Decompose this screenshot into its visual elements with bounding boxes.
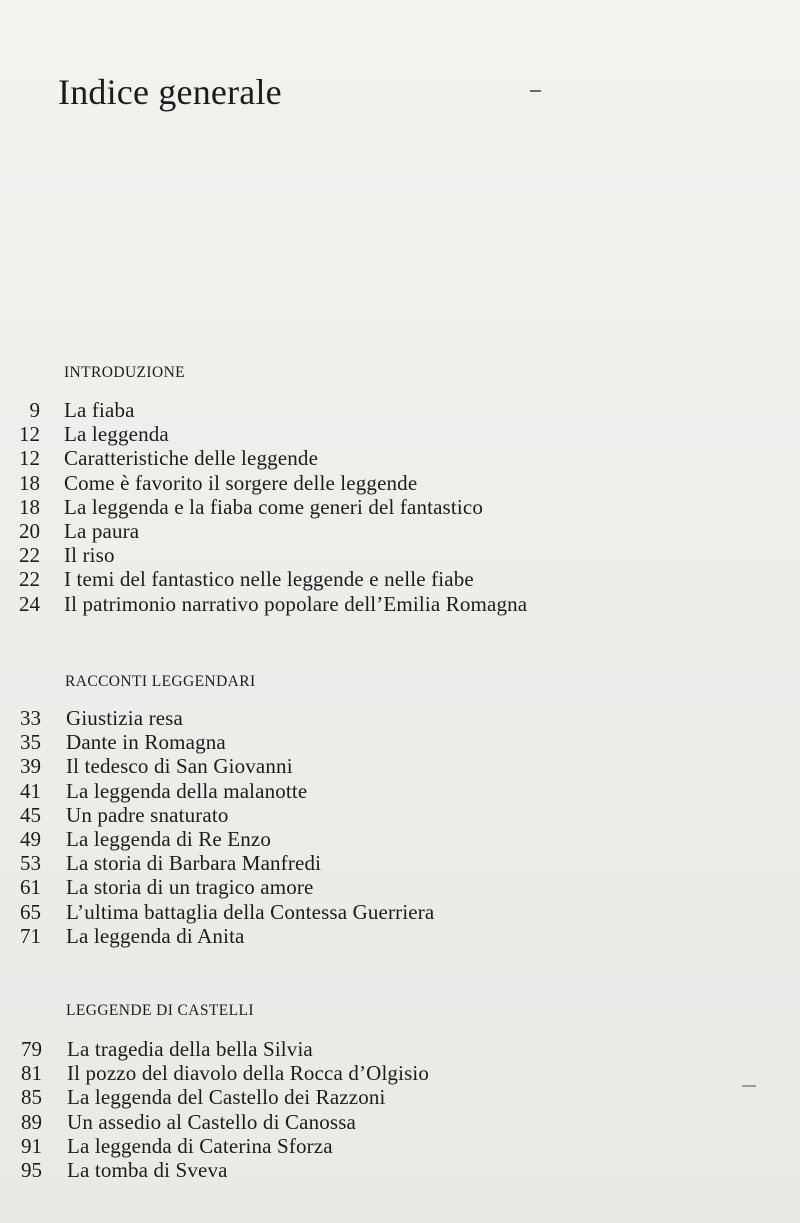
toc-entry-title: La leggenda di Re Enzo — [66, 826, 272, 851]
stray-mark — [742, 1085, 756, 1087]
toc-entry-title: I temi del fantastico nelle leggende e nelle fiabe — [64, 567, 474, 592]
toc-page-number: 35 — [20, 730, 41, 755]
toc-page-number: 33 — [20, 706, 41, 730]
toc-entry-title: Caratteristiche delle leggende — [64, 446, 319, 471]
section-heading: LEGGENDE DI CASTELLI — [66, 1002, 254, 1019]
toc-entry-title: L’ultima battaglia della Contessa Guerriera — [66, 899, 435, 924]
toc-page-number: 79 — [21, 1037, 42, 1061]
toc-entry-title: La tragedia della bella Silvia — [67, 1037, 313, 1061]
toc-entry-title: La leggenda e la fiaba come generi del fantastico — [64, 494, 483, 519]
toc-entry-title: Dante in Romagna — [66, 730, 226, 755]
toc-entry-title: Il riso — [64, 543, 115, 568]
toc-page-number: 41 — [20, 778, 41, 803]
toc-entry-title: Il patrimonio narrativo popolare dell’Emilia Romagna — [64, 591, 528, 616]
toc-page-number: 9 — [29, 398, 40, 422]
toc-page-number: 12 — [19, 422, 40, 447]
toc-entry-title: Il pozzo del diavolo della Rocca d’Olgisio — [67, 1061, 430, 1086]
toc-entry-title: La leggenda di Anita — [66, 923, 245, 948]
toc-page-number: 24 — [19, 591, 40, 616]
toc-entry-title: La fiaba — [64, 398, 135, 422]
toc-page-number: 85 — [21, 1085, 42, 1110]
toc-entry-title: La leggenda del Castello dei Razzoni — [67, 1085, 386, 1110]
toc-page-number: 65 — [20, 899, 41, 924]
section-heading: INTRODUZIONE — [64, 364, 186, 381]
toc-page-number: 91 — [21, 1133, 42, 1158]
toc-entry-title: Come è favorito il sorgere delle leggende — [64, 470, 418, 495]
toc-entry-title: La leggenda — [64, 422, 169, 447]
toc-entry-title: La leggenda della malanotte — [66, 778, 308, 803]
toc-entry-title: Il tedesco di San Giovanni — [66, 754, 293, 779]
toc-entry-title: La tomba di Sveva — [67, 1157, 228, 1182]
toc-page-number: 22 — [19, 567, 40, 592]
toc-entry-title: La storia di un tragico amore — [66, 875, 314, 900]
toc-entry-title: Un padre snaturato — [66, 802, 229, 827]
page-title: Indice generale — [58, 72, 282, 112]
toc-page-number: 81 — [21, 1061, 42, 1086]
toc-page-number: 89 — [21, 1109, 42, 1134]
toc-page-number: 18 — [19, 494, 40, 519]
toc-page-number: 61 — [20, 875, 41, 900]
toc-page-number: 49 — [20, 826, 41, 851]
toc-page-number: 95 — [21, 1157, 42, 1182]
toc-entry-title: Giustizia resa — [66, 706, 183, 730]
toc-page-number: 71 — [20, 923, 41, 948]
toc-page-number: 45 — [20, 802, 41, 827]
stray-mark — [530, 90, 541, 92]
toc-page-number: 18 — [19, 470, 40, 495]
toc-page-number: 20 — [19, 518, 40, 543]
toc-page-number: 39 — [20, 754, 41, 779]
toc-entry-title: Un assedio al Castello di Canossa — [67, 1109, 356, 1134]
toc-page-number: 12 — [19, 446, 40, 471]
toc-page-number: 22 — [19, 543, 40, 568]
toc-entry-title: La leggenda di Caterina Sforza — [67, 1133, 333, 1158]
toc-entry-title: La storia di Barbara Manfredi — [66, 851, 322, 876]
toc-page-number: 53 — [20, 851, 41, 876]
section-heading: RACCONTI LEGGENDARI — [65, 673, 256, 690]
toc-entry-title: La paura — [64, 518, 140, 543]
